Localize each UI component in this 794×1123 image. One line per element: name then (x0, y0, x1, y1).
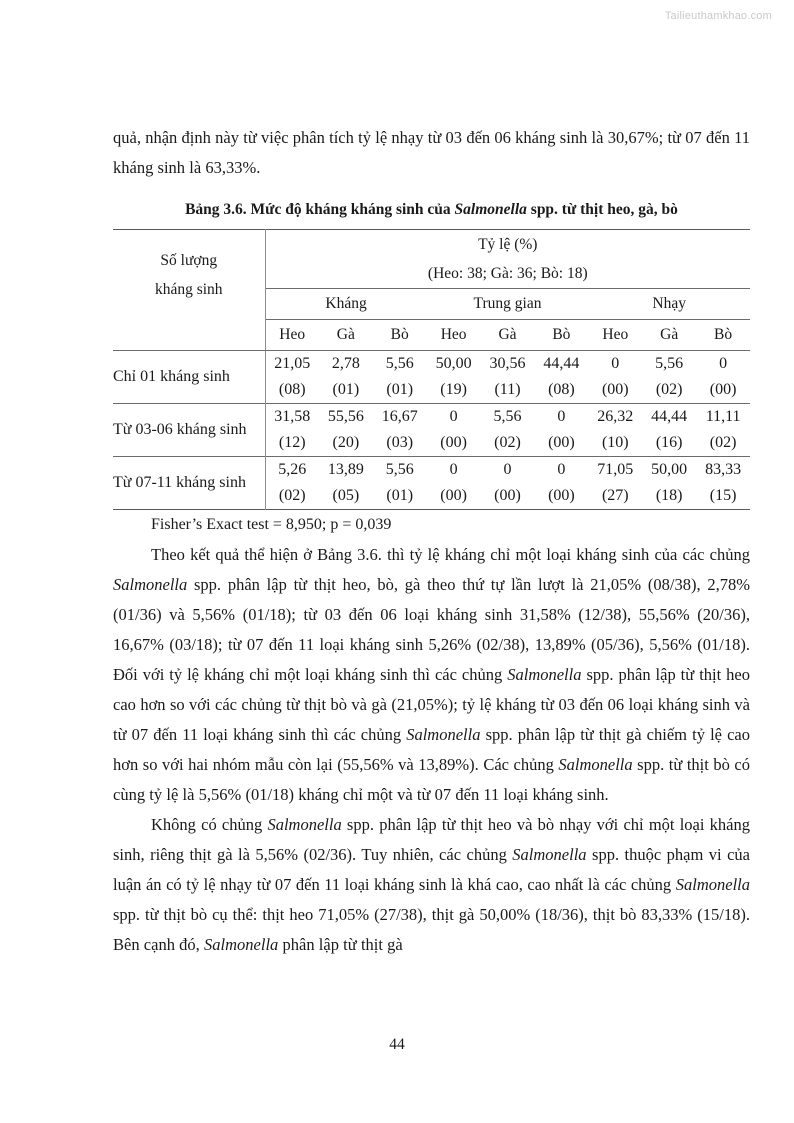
r2-c7-count: (10) (601, 434, 629, 451)
r2-c9-value: 11,11 (696, 404, 750, 431)
r2-c8-value: 44,44 (642, 404, 696, 431)
row-label-3: Từ 07-11 kháng sinh (113, 457, 265, 510)
r3-c2-value: 13,89 (319, 457, 373, 484)
table-subheader-row (113, 320, 750, 351)
p2-seg-a: Không có chủng (151, 815, 268, 834)
r1-c4-count: (19) (440, 381, 467, 398)
left-header-cell (113, 230, 265, 320)
r1-c6-count: (08) (548, 381, 575, 398)
page-number: 44 (389, 1036, 405, 1053)
table-row (113, 404, 750, 431)
r1-c5-count: (11) (494, 381, 521, 398)
r3-c9-value: 83,33 (696, 457, 750, 484)
group-trung-gian: Trung gian (427, 289, 589, 320)
page-content (113, 0, 750, 960)
r1-c8-count: (02) (655, 381, 683, 398)
r2-c1-count: (12) (278, 434, 306, 451)
p1-species-4: Salmonella (558, 755, 633, 774)
group-khang: Kháng (265, 289, 427, 320)
p1-seg-e: spp. từ thịt bò có cùng tỷ lệ là 5,56% (01/18) kháng chỉ một và từ 07 đến 11 loại kháng sinh. (113, 755, 751, 804)
r2-c6-count: (00) (548, 434, 575, 451)
r3-c5-count: (00) (494, 487, 521, 504)
table-row (113, 351, 750, 378)
p1-seg-a: Theo kết quả thể hiện ở Bảng 3.6. thì tỷ lệ kháng chỉ một loại kháng sinh của các chủng (151, 545, 750, 564)
r2-c5-value: 5,56 (481, 404, 535, 431)
r2-c6-value: 0 (534, 404, 588, 431)
r1-c3-value: 5,56 (385, 355, 414, 372)
r1-c7-count: (00) (601, 381, 629, 398)
rate-header (265, 230, 750, 289)
r3-c2-count: (05) (332, 487, 360, 504)
r2-c2-count: (20) (332, 434, 360, 451)
table-caption-species: Salmonella (454, 201, 527, 218)
r3-c8-value: 50,00 (642, 457, 696, 484)
r1-c9-value: 0 (719, 355, 728, 372)
p1-seg-b: spp. phân lập từ thịt heo, bò, gà theo thứ tự lần lượt là 21,05% (08/38), 2,78% (01/36) và 5,56% (01/18); từ 03 đến 06 loại kháng sinh 31,58% (12/38), 55,56% (20/36), 16,67% (03/18); từ 07 đến 11 loại kháng sinh 5,26% (02/38), 13,89% (05/36), 5,56% (01/18). Đối với tỷ lệ kháng chỉ một loại kháng sinh thì các chủng (113, 575, 750, 684)
r3-c1-count: (02) (278, 487, 306, 504)
body-paragraph-1 (113, 540, 750, 810)
subheader-khang-bo: Bò (373, 320, 427, 351)
left-header-line1: Số lượng (160, 251, 218, 269)
subheader-nhay-ga: Gà (642, 320, 696, 351)
watermark: Tailieuthamkhao.com (664, 10, 772, 22)
r3-c4-value: 0 (427, 457, 481, 484)
r3-c6-count: (00) (548, 487, 575, 504)
p2-seg-c: spp. thuộc phạm vi của luận án có tỷ lệ nhạy từ 07 đến 11 loại kháng sinh là khá cao, cao nhất là các chủng (113, 845, 750, 894)
p2-seg-b: spp. phân lập từ thịt heo và bò nhạy với chỉ một loại kháng sinh, riêng thịt gà là 5,56% (02/36). Tuy nhiên, các chủng (113, 815, 750, 864)
r2-c5-count: (02) (494, 434, 521, 451)
subheader-nhay-bo: Bò (696, 320, 750, 351)
subheader-tg-bo: Bò (534, 320, 588, 351)
r1-c8-value: 5,56 (655, 355, 684, 372)
r1-c3-count: (01) (386, 381, 414, 398)
subheader-khang-ga: Gà (319, 320, 373, 351)
r1-c5-value: 30,56 (489, 355, 526, 372)
r2-c7-value: 26,32 (588, 404, 642, 431)
row-label-1: Chỉ 01 kháng sinh (113, 351, 265, 404)
resistance-table (113, 229, 750, 510)
p1-species-3: Salmonella (406, 725, 481, 744)
rate-header-line2: (Heo: 38; Gà: 36; Bò: 18) (427, 265, 588, 282)
r2-c3-count: (03) (386, 434, 414, 451)
r2-c4-value: 0 (427, 404, 481, 431)
r3-c3-value: 5,56 (373, 457, 427, 484)
r1-c2-count: (01) (332, 381, 360, 398)
r3-c3-count: (01) (386, 487, 414, 504)
r3-c7-value: 71,05 (588, 457, 642, 484)
group-nhay: Nhạy (588, 289, 750, 320)
r3-c1-value: 5,26 (265, 457, 319, 484)
r1-c2-value: 2,78 (331, 355, 360, 372)
subheader-nhay-heo: Heo (588, 320, 642, 351)
p1-species-2: Salmonella (507, 665, 582, 684)
r3-c6-value: 0 (534, 457, 588, 484)
table-caption (113, 199, 750, 221)
p2-seg-d: spp. từ thịt bò cụ thể: thịt heo 71,05% (27/38), thịt gà 50,00% (18/36), thịt bò 83,33% (15/18). Bên cạnh đó, (113, 905, 750, 954)
table-caption-pre: Bảng 3.6. Mức độ kháng kháng sinh của (185, 201, 455, 218)
r2-c9-count: (02) (709, 434, 737, 451)
table-caption-post: spp. từ thịt heo, gà, bò (526, 201, 678, 218)
r1-c4-value: 50,00 (435, 355, 472, 372)
p2-species-2: Salmonella (512, 845, 587, 864)
table-row (113, 457, 750, 484)
r3-c4-count: (00) (440, 487, 467, 504)
left-header-spacer (113, 320, 265, 351)
r2-c8-count: (16) (655, 434, 683, 451)
p1-seg-d: spp. phân lập từ thịt gà chiếm tỷ lệ cao hơn so với hai nhóm mẫu còn lại (55,56% và 13,89%). Các chủng (113, 725, 750, 774)
r1-c1-count: (08) (278, 381, 306, 398)
rate-header-line1: Tỷ lệ (%) (478, 236, 538, 253)
p2-species-1: Salmonella (267, 815, 342, 834)
r1-c1-value: 21,05 (274, 355, 311, 372)
r3-c5-value: 0 (481, 457, 535, 484)
r1-c9-count: (00) (709, 381, 737, 398)
r1-c6-value: 44,44 (543, 355, 580, 372)
subheader-khang-heo: Heo (265, 320, 319, 351)
p2-seg-e: phân lập từ thịt gà (278, 935, 403, 954)
r3-c8-count: (18) (655, 487, 683, 504)
r3-c9-count: (15) (709, 487, 737, 504)
left-header-line2: kháng sinh (154, 280, 223, 298)
subheader-tg-heo: Heo (427, 320, 481, 351)
body-paragraph-2 (113, 810, 750, 960)
p2-species-4: Salmonella (204, 935, 279, 954)
r2-c3-value: 16,67 (373, 404, 427, 431)
table-footnote: Fisher’s Exact test = 8,950; p = 0,039 (151, 516, 392, 533)
table-header-row-rate (113, 230, 750, 289)
subheader-tg-ga: Gà (481, 320, 535, 351)
p2-species-3: Salmonella (675, 875, 750, 894)
r2-c2-value: 55,56 (319, 404, 373, 431)
row-label-2: Từ 03-06 kháng sinh (113, 404, 265, 457)
r1-c7-value: 0 (611, 355, 620, 372)
p1-species-1: Salmonella (113, 575, 188, 594)
r3-c7-count: (27) (601, 487, 629, 504)
r2-c4-count: (00) (440, 434, 467, 451)
p1-seg-c: spp. phân lập từ thịt heo cao hơn so với các chủng từ thịt bò và gà (21,05%); tỷ lệ kháng từ 03 đến 06 loại kháng sinh và từ 07 đến 11 loại kháng sinh thì các chủng (113, 665, 750, 744)
r2-c1-value: 31,58 (265, 404, 319, 431)
intro-paragraph: quả, nhận định này từ việc phân tích tỷ lệ nhạy từ 03 đến 06 kháng sinh là 30,67%; từ 07 đến 11 kháng sinh là 63,33%. (113, 128, 750, 177)
